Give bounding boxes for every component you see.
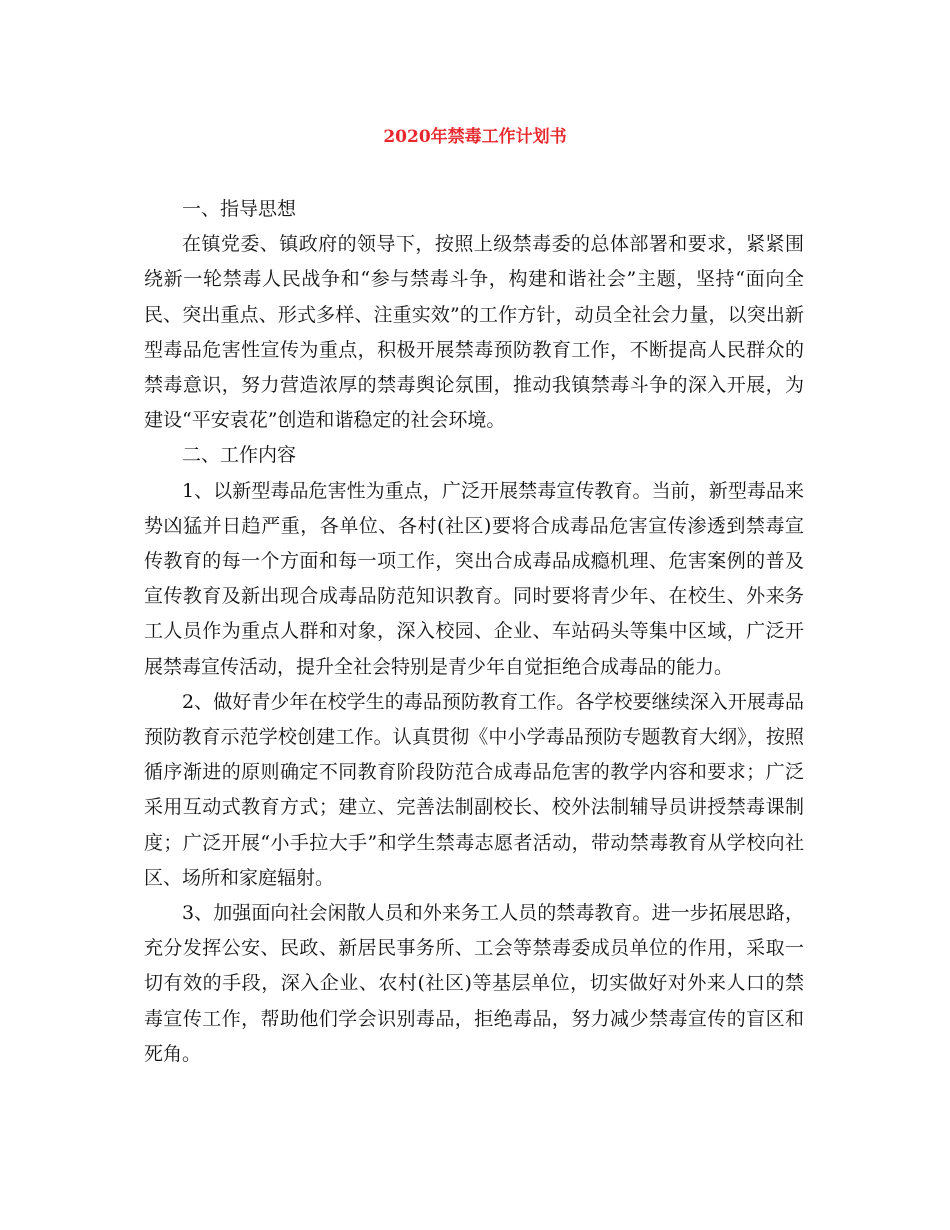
paragraph-work-item-1: 1、以新型毒品危害性为重点，广泛开展禁毒宣传教育。当前，新型毒品来势凶猛并日趋严重，各单位、各村(社区)要将合成毒品危害宣传渗透到禁毒宣传教育的每一个方面和每一项工作，突出合成毒品成瘾机理、危害案例的普及宣传教育及新出现合成毒品防范知识教育。同时要将青少年、在校生、外来务工人员作为重点人群和对象，深入校园、企业、车站码头等集中区域，广泛开展禁毒宣传活动，提升全社会特别是青少年自觉拒绝合成毒品的能力。 (144, 479, 804, 678)
paragraph-work-item-3: 3、加强面向社会闲散人员和外来务工人员的禁毒教育。进一步拓展思路，充分发挥公安、民政、新居民事务所、工会等禁毒委成员单位的作用，采取一切有效的手段，深入企业、农村(社区)等基层单位，切实做好对外来人口的禁毒宣传工作，帮助他们学会识别毒品，拒绝毒品，努力减少禁毒宣传的盲区和死角。 (144, 902, 804, 1065)
document-title: 2020年禁毒工作计划书 (383, 127, 567, 147)
paragraph-guiding-ideology: 在镇党委、镇政府的领导下，按照上级禁毒委的总体部署和要求，紧紧围绕新一轮禁毒人民战争和“参与禁毒斗争，构建和谐社会”主题，坚持“面向全民、突出重点、形式多样、注重实效”的工作方针，动员全社会力量，以突出新型毒品危害性宣传为重点，积极开展禁毒预防教育工作，不断提高人民群众的禁毒意识，努力营造浓厚的禁毒舆论氛围，推动我镇禁毒斗争的深入开展，为建设“平安袁花”创造和谐稳定的社会环境。 (144, 233, 804, 432)
section-heading-work-content: 二、工作内容 (182, 444, 297, 467)
section-heading-guiding-ideology: 一、指导思想 (182, 198, 297, 220)
paragraph-work-item-2: 2、做好青少年在校学生的毒品预防教育工作。各学校要继续深入开展毒品预防教育示范学校创建工作。认真贯彻《中小学毒品预防专题教育大纲》，按照循序渐进的原则确定不同教育阶段防范合成毒品危害的教学内容和要求；广泛采用互动式教育方式；建立、完善法制副校长、校外法制辅导员讲授禁毒课制度；广泛开展“小手拉大手”和学生禁毒志愿者活动，带动禁毒教育从学校向社区、场所和家庭辐射。 (144, 690, 804, 889)
document-body (144, 192, 804, 1072)
